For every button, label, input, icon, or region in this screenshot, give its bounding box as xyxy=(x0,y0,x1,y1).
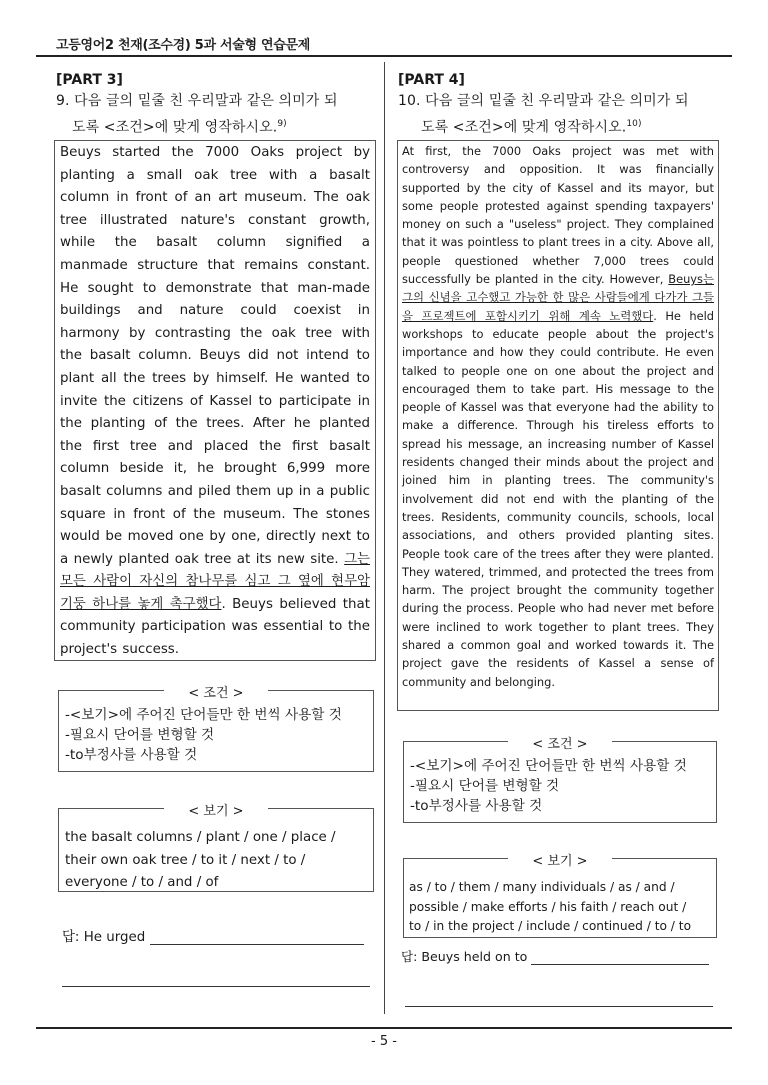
footer-divider xyxy=(36,1027,732,1029)
question-10-line1: 10. 다음 글의 밑줄 친 우리말과 같은 의미가 되 xyxy=(398,93,689,109)
word-bank-box-left xyxy=(58,804,374,892)
word-bank-line: as / to / them / many individuals / as / and / xyxy=(409,880,675,894)
passage-box-right xyxy=(397,140,719,711)
passage-box-left xyxy=(54,140,376,661)
word-bank-line: their own oak tree / to it / next / to / xyxy=(65,852,306,868)
word-bank-line: to / in the project / include / continued / to / to xyxy=(409,919,692,933)
condition-item: -to부정사를 사용할 것 xyxy=(410,798,543,814)
part-4-label: [PART 4] xyxy=(398,72,465,88)
conditions-box-right xyxy=(403,737,717,823)
answer-blank-line[interactable] xyxy=(62,986,370,987)
underlined-korean-sentence: 그는 모든 사람이 자신의 참나무를 심고 그 옆에 현무암 기둥 하나를 놓게 촉구했다 xyxy=(60,551,370,612)
passage-text-end: . He held workshops to educate people about the project's importance and how they could contribute. He even talked to people one on one about the project and encouraged them to take part. His message to the people of Kassel was that everyone had the ability to make a difference. Through his tireless efforts to spread his message, an increasing number of Kassel residents changed their minds about the project and joined him in planting trees. The community's involvement did not end with the planting of the trees. Residents, community councils, schools, local associations, and others provided planting sites. People took care of the trees after they were planted. They watered, trimmed, and protected the trees from harm. The project brought the community together during the process. People who had never met before were inclined to work together to plant trees. They shared a common goal and worked towards it. The project gave the residents of Kassel a sense of community and belonging. xyxy=(402,308,715,689)
condition-item: -필요시 단어를 변형할 것 xyxy=(65,727,215,743)
condition-item: -<보기>에 주어진 단어들만 한 번씩 사용할 것 xyxy=(410,758,687,774)
answer-row-left xyxy=(62,926,364,945)
answer-blank[interactable] xyxy=(150,930,364,945)
passage-text: At first, the 7000 Oaks project was met with controversy and opposition. It was financially supported by the city of Kassel and its mayor, but some people protested against spending taxpayers' money on such a "useless" project. They complained that it was pointless to plant trees in a city. Above all, people questioned whether 7,000 trees could successfully be planted in the city. However, xyxy=(402,144,714,287)
page-number: - 5 - xyxy=(371,1034,397,1049)
word-bank-line: possible / make efforts / his faith / reach out / xyxy=(409,899,687,914)
answer-blank[interactable] xyxy=(531,950,709,965)
word-bank-box-right xyxy=(403,854,717,938)
answer-label: 답: Beuys held on to xyxy=(401,949,528,964)
answer-label: 답: He urged xyxy=(62,930,146,945)
passage-text: Beuys started the 7000 Oaks project by planting a small oak tree with a basalt column in front of an art museum. The oak tree illustrated nature's constant growth, while the basalt column signified a manmade structure that remains constant. He sought to demonstrate that man-made buildings and nature could coexist in harmony by contrasting the oak tree with the basalt column. Beuys did not intend to plant all the trees by himself. He wanted to invite the citizens of Kassel to participate in the planting of the trees. After he planted the first tree and placed the first basalt column beside it, he brought 6,999 more basalt columns and piled them up in a public square in front of the museum. The stones would be moved one by one, directly next to a newly planted oak tree at its new site. xyxy=(60,145,370,567)
underlined-korean-sentence: Beuys는 그의 신념을 고수했고 가능한 한 많은 사람들에게 다가가 그들을 프로젝트에 포함시키기 위해 계속 노력했다 xyxy=(402,272,714,323)
answer-row-right xyxy=(401,946,709,965)
condition-item: -<보기>에 주어진 단어들만 한 번씩 사용할 것 xyxy=(65,707,342,723)
word-bank-line: everyone / to / and / of xyxy=(65,875,219,890)
conditions-title: < 조건 > xyxy=(164,682,267,701)
answer-blank-line[interactable] xyxy=(405,1006,713,1007)
word-bank-line: the basalt columns / plant / one / place / xyxy=(65,830,336,845)
word-bank-title: < 보기 > xyxy=(164,800,267,819)
part-3-label: [PART 3] xyxy=(56,72,123,88)
question-10-line2: 도록 <조건>에 맞게 영작하시오.$^{10)}$ xyxy=(421,119,642,136)
conditions-box-left xyxy=(58,686,374,772)
question-9-line1: 9. 다음 글의 밑줄 친 우리말과 같은 의미가 되 xyxy=(56,93,338,109)
document-title: 고등영어2 천재(조수경) 5과 서술형 연습문제 xyxy=(56,38,311,53)
condition-item: -필요시 단어를 변형할 것 xyxy=(410,778,560,794)
condition-item: -to부정사를 사용할 것 xyxy=(65,747,198,763)
column-divider xyxy=(384,62,385,1014)
header-divider xyxy=(36,55,732,57)
question-9-line2: 도록 <조건>에 맞게 영작하시오.$^{9)}$ xyxy=(72,119,287,136)
conditions-title: < 조건 > xyxy=(508,733,611,752)
footnote-marker: 10) xyxy=(626,119,642,129)
passage-text-end: . Beuys believed that community participation was essential to the project's success. xyxy=(60,596,370,658)
footnote-marker: 9) xyxy=(277,119,287,129)
word-bank-title: < 보기 > xyxy=(508,850,611,869)
